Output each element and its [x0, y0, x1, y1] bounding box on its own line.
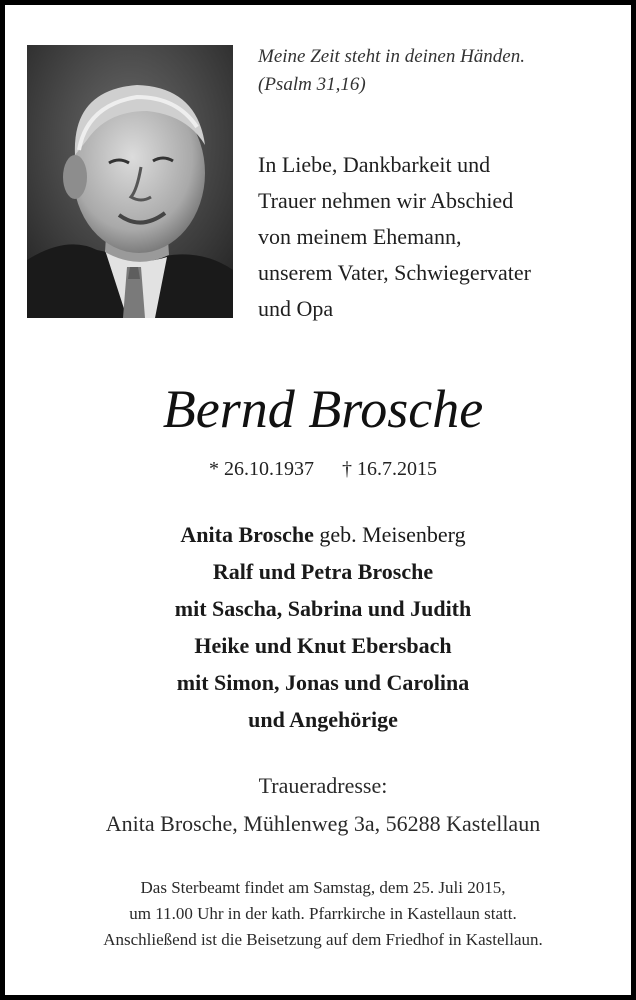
intro-text — [258, 147, 628, 327]
mourner-line: Ralf und Petra Brosche — [212, 559, 434, 584]
death-date: † 16.7.2015 — [342, 458, 437, 480]
psalm-quote — [258, 43, 628, 99]
mourning-address — [5, 767, 636, 843]
mourners-list — [5, 516, 636, 738]
notice-line: um 11.00 Uhr in der kath. Pfarrkirche in Kastellaun statt. — [129, 904, 517, 923]
life-dates — [5, 456, 636, 482]
mourner-line: mit Sascha, Sabrina und Judith — [174, 596, 472, 621]
notice-line: Das Sterbeamt findet am Samstag, dem 25. Juli 2015, — [140, 878, 506, 897]
maiden-name: geb. Meisenberg — [319, 522, 466, 547]
portrait-photo — [27, 45, 233, 318]
address-value: Anita Brosche, Mühlenweg 3a, 56288 Kastellaun — [105, 811, 541, 836]
mourner-name: Anita Brosche — [180, 522, 314, 547]
birth-date: * 26.10.1937 — [209, 458, 314, 480]
portrait-image — [27, 45, 233, 318]
intro-line: Trauer nehmen wir Abschied — [258, 188, 514, 213]
mourner-line: mit Simon, Jonas und Carolina — [176, 670, 470, 695]
deceased-name: Bernd Brosche — [162, 379, 484, 439]
psalm-text: Meine Zeit steht in deinen Händen. — [258, 46, 525, 67]
mourner-line: und Angehörige — [248, 707, 398, 732]
service-notice — [5, 875, 636, 953]
mourner-line: Heike und Knut Ebersbach — [194, 633, 452, 658]
intro-line: unserem Vater, Schwiegervater — [258, 260, 531, 285]
notice-line: Anschließend ist die Beisetzung auf dem Friedhof in Kastellaun. — [103, 930, 543, 949]
mourner-line — [5, 516, 636, 553]
intro-line: von meinem Ehemann, — [258, 224, 462, 249]
intro-line: und Opa — [258, 296, 334, 321]
intro-line: In Liebe, Dankbarkeit und — [258, 152, 491, 177]
address-label: Traueradresse: — [258, 773, 388, 798]
psalm-reference: (Psalm 31,16) — [258, 74, 366, 95]
